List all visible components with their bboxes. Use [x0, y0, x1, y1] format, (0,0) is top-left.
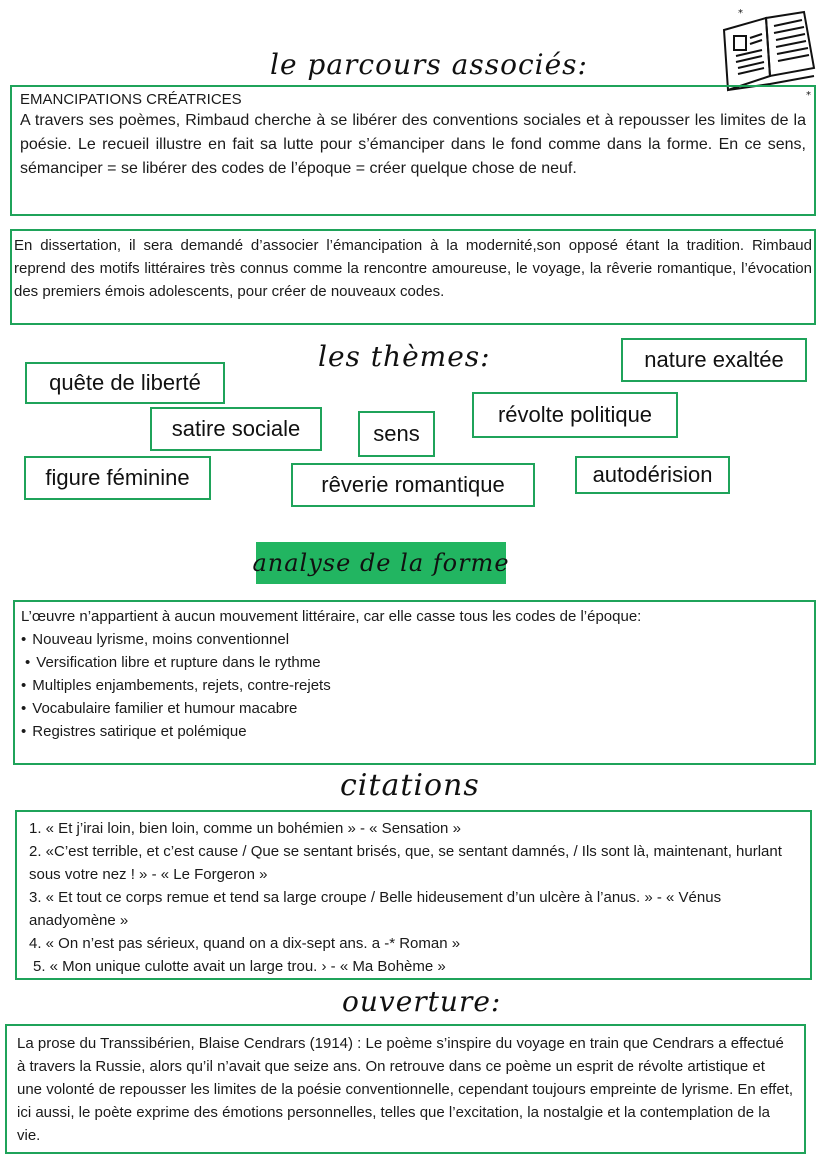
citations-heading: citations [340, 768, 480, 803]
svg-text:*: * [738, 8, 743, 19]
forme-intro: L’œuvre n’appartient à aucun mouvement littéraire, car elle casse tous les codes de l’époque: [21, 608, 642, 625]
citations-box [15, 810, 812, 980]
dissertation-box [10, 229, 816, 325]
svg-text:*: * [806, 90, 811, 101]
citation-item: 3. « Et tout ce corps remue et tend sa large croupe / Belle hideusement d’un ulcère à l’anus. » - « Vénus anadyomène » [29, 889, 722, 929]
theme-autoderision: autodérision [575, 456, 730, 494]
forme-heading: analyse de la forme [252, 549, 510, 577]
ouverture-box [5, 1024, 806, 1154]
citation-item: 1. « Et j’irai loin, bien loin, comme un bohémien » - « Sensation » [29, 820, 461, 837]
theme-revolte-politique: révolte politique [472, 392, 678, 438]
forme-heading-highlight [252, 542, 510, 584]
citation-item: 4. « On n’est pas sérieux, quand on a dix-sept ans. a -* Roman » [29, 935, 461, 952]
forme-bullet: • Nouveau lyrisme, moins conventionnel [21, 628, 808, 651]
forme-bullet: • Multiples enjambements, rejets, contre-rejets [21, 674, 808, 697]
citation-item: 2. «C’est terrible, et c’est cause / Que se sentant brisés, que, se sentant damnés, / Ils sont là, maintenant, hurlant sous votre nez ! » - « Le Forgeron » [29, 843, 782, 883]
parcours-title: EMANCIPATIONS CRÉATRICES [20, 91, 242, 108]
citation-item: 5. « Mon unique culotte avait un large trou. › - « Ma Bohème » [33, 958, 446, 975]
theme-nature-exaltee: nature exaltée [621, 338, 807, 382]
dissertation-text: En dissertation, il sera demandé d’associer l’émancipation à la modernité,son opposé étant la tradition. Rimbaud reprend des motifs littéraires très connus comme la rencontre amoureuse, le voyage, la rêverie romantique, l’évocation des premiers émois adolescents, pour créer de nouveaux codes. [14, 237, 812, 300]
forme-box [13, 600, 816, 765]
forme-bullet: • Vocabulaire familier et humour macabre [21, 697, 808, 720]
forme-bullet: • Registres satirique et polémique [21, 720, 808, 743]
theme-quete-de-liberte: quête de liberté [25, 362, 225, 404]
theme-reverie-romantique: rêverie romantique [291, 463, 535, 507]
parcours-box [10, 85, 816, 216]
theme-satire-sociale: satire sociale [150, 407, 322, 451]
parcours-heading: le parcours associés: [270, 48, 588, 81]
forme-bullet-list [21, 628, 808, 743]
citations-list [29, 817, 798, 978]
ouverture-text: La prose du Transsibérien, Blaise Cendrars (1914) : Le poème s’inspire du voyage en train que Cendrars a effectué à travers la Russie, alors qu’il n’avait que seize ans. On retrouve dans ce poème un esprit de révolte artistique et une volonté de repousser les limites de la poésie conventionnelle, cependant toujours empreinte de lyrisme. En effet, ici aussi, le poète exprime des émotions personnelles, telles que l’excitation, la nostalgie et la contemplation de la vie. [17, 1035, 794, 1144]
theme-sens: sens [358, 411, 435, 457]
themes-heading: les thèmes: [318, 340, 491, 373]
forme-bullet: • Versification libre et rupture dans le rythme [21, 651, 808, 674]
ouverture-heading: ouverture: [342, 985, 502, 1018]
theme-figure-feminine: figure féminine [24, 456, 211, 500]
parcours-text: A travers ses poèmes, Rimbaud cherche à se libérer des conventions sociales et à repousser les limites de la poésie. Le recueil illustre en fait sa lutte pour s’émanciper dans le fond comme dans la forme. En ce sens, sémanciper = se libérer des codes de l’époque = créer quelque chose de neuf. [20, 112, 806, 177]
